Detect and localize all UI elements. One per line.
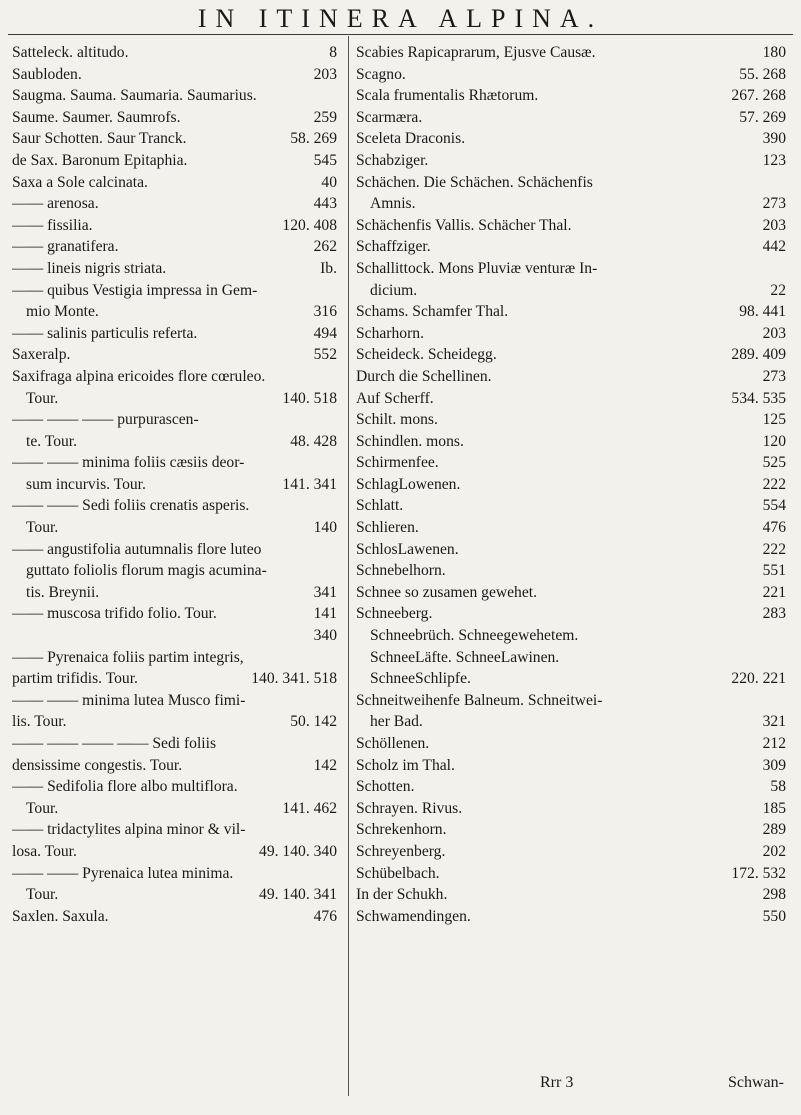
- entry-page-refs: 172. 532: [731, 864, 786, 882]
- entry-page-refs: 443: [313, 195, 337, 213]
- entry-page-refs: 525: [762, 454, 786, 472]
- index-entry: [12, 884, 337, 906]
- entry-headword: Saxeralp.: [12, 346, 71, 364]
- entry-page-refs: 203: [313, 65, 337, 83]
- entry-page-refs: 49. 140. 341: [259, 886, 337, 904]
- index-entry: [356, 495, 786, 517]
- entry-headword: Scheideck. Scheidegg.: [356, 346, 497, 364]
- index-entry: [12, 323, 337, 345]
- index-entry: [356, 884, 786, 906]
- column-divider: [348, 36, 349, 1096]
- entry-headword: Schrekenhorn.: [356, 821, 447, 839]
- entry-headword: Scagno.: [356, 65, 406, 83]
- entry-page-refs: 554: [762, 497, 786, 515]
- index-entry: [12, 258, 337, 280]
- index-entry: [356, 64, 786, 86]
- index-entry: [12, 603, 337, 625]
- index-entry: [356, 819, 786, 841]
- index-entry: [356, 711, 786, 733]
- entry-headword: Schnee so zusamen gewehet.: [356, 583, 537, 601]
- entry-headword: —— lineis nigris striata.: [12, 259, 167, 277]
- index-entry: [356, 755, 786, 777]
- entry-headword: —— quibus Vestigia impressa in Gem-: [12, 281, 258, 299]
- entry-headword: Schneitweihenfe Balneum. Schneitwei-: [356, 691, 603, 709]
- index-entry: [356, 517, 786, 539]
- entry-headword: partim trifidis. Tour.: [12, 670, 138, 688]
- entry-headword: Schneebrüch. Schneegewehetem.: [370, 627, 579, 645]
- entry-headword: dicium.: [370, 281, 418, 299]
- entry-page-refs: 49. 140. 340: [259, 842, 337, 860]
- entry-page-refs: 57. 269: [739, 108, 786, 126]
- entry-headword: Saxifraga alpina ericoides flore cœruleo.: [12, 367, 266, 385]
- entry-headword: Saume. Saumer. Saumrofs.: [12, 108, 181, 126]
- entry-headword: Schindlen. mons.: [356, 432, 464, 450]
- entry-headword: Schaffziger.: [356, 238, 431, 256]
- entry-page-refs: 203: [762, 216, 786, 234]
- index-entry: [12, 863, 337, 885]
- index-entry: [12, 85, 337, 107]
- entry-page-refs: 22: [770, 281, 786, 299]
- entry-page-refs: 220. 221: [731, 670, 786, 688]
- entry-page-refs: 262: [313, 238, 337, 256]
- entry-page-refs: 283: [762, 605, 786, 623]
- entry-headword: Schirmenfee.: [356, 454, 439, 472]
- index-entry: [12, 64, 337, 86]
- index-entry: [12, 452, 337, 474]
- entry-page-refs: 40: [321, 173, 337, 191]
- index-entry: [12, 150, 337, 172]
- entry-headword: Schächen. Die Schächen. Schächenfis: [356, 173, 593, 191]
- entry-headword: —— muscosa trifido folio. Tour.: [12, 605, 217, 623]
- entry-headword: —— fissilia.: [12, 216, 93, 234]
- index-entry: [356, 236, 786, 258]
- index-entry: [356, 733, 786, 755]
- entry-page-refs: 55. 268: [739, 65, 786, 83]
- entry-headword: Schneeberg.: [356, 605, 433, 623]
- entry-headword: densissime congestis. Tour.: [12, 756, 183, 774]
- index-entry: [356, 409, 786, 431]
- index-entry: [356, 647, 786, 669]
- entry-headword: —— —— Sedi foliis crenatis asperis.: [12, 497, 250, 515]
- index-entry: [12, 366, 337, 388]
- entry-headword: te. Tour.: [26, 432, 78, 450]
- entry-headword: her Bad.: [370, 713, 423, 731]
- entry-headword: Schotten.: [356, 778, 415, 796]
- entry-page-refs: 48. 428: [290, 432, 337, 450]
- index-entry: [356, 128, 786, 150]
- entry-page-refs: 221: [762, 583, 786, 601]
- entry-headword: SchneeSchlipfe.: [370, 670, 471, 688]
- entry-headword: Saxlen. Saxula.: [12, 907, 109, 925]
- entry-headword: Tour.: [26, 519, 59, 537]
- entry-headword: Amnis.: [370, 195, 416, 213]
- entry-headword: —— Pyrenaica foliis partim integris,: [12, 648, 244, 666]
- index-entry: [12, 517, 337, 539]
- index-entry: [356, 344, 786, 366]
- entry-headword: Schnebelhorn.: [356, 562, 446, 580]
- entry-headword: Sceleta Draconis.: [356, 130, 466, 148]
- entry-page-refs: 298: [762, 886, 786, 904]
- entry-page-refs: 476: [313, 907, 337, 925]
- entry-page-refs: 552: [313, 346, 337, 364]
- entry-headword: —— granatifera.: [12, 238, 119, 256]
- index-entry: [12, 906, 337, 928]
- index-entry: [356, 582, 786, 604]
- index-entry: [356, 776, 786, 798]
- entry-headword: —— —— Pyrenaica lutea minima.: [12, 864, 234, 882]
- index-entry: [12, 776, 337, 798]
- entry-headword: In der Schukh.: [356, 886, 448, 904]
- entry-headword: SchlosLawenen.: [356, 540, 459, 558]
- entry-page-refs: 8: [329, 44, 337, 61]
- index-entry: [356, 539, 786, 561]
- index-entry: [12, 841, 337, 863]
- entry-headword: Auf Scherff.: [356, 389, 434, 407]
- entry-page-refs: 50. 142: [290, 713, 337, 731]
- entry-headword: losa. Tour.: [12, 842, 77, 860]
- index-entry: [356, 431, 786, 453]
- index-entry: [356, 107, 786, 129]
- entry-headword: Schlatt.: [356, 497, 404, 515]
- entry-headword: SchlagLowenen.: [356, 475, 461, 493]
- entry-headword: Schams. Schamfer Thal.: [356, 303, 509, 321]
- entry-headword: Schreyenberg.: [356, 842, 446, 860]
- entry-page-refs: 222: [762, 475, 786, 493]
- index-entry: [356, 150, 786, 172]
- entry-headword: Tour.: [26, 389, 59, 407]
- index-entry: [12, 819, 337, 841]
- entry-headword: mio Monte.: [26, 303, 99, 321]
- entry-headword: lis. Tour.: [12, 713, 67, 731]
- index-entry: [356, 85, 786, 107]
- entry-page-refs: 316: [313, 303, 337, 321]
- entry-headword: —— angustifolia autumnalis flore luteo: [12, 540, 262, 558]
- index-entry: [12, 625, 337, 647]
- index-entry: [12, 301, 337, 323]
- entry-headword: —— arenosa.: [12, 195, 99, 213]
- entry-headword: Schächenfis Vallis. Schächer Thal.: [356, 216, 572, 234]
- entry-page-refs: 273: [762, 367, 786, 385]
- entry-page-refs: 202: [762, 842, 786, 860]
- entry-page-refs: 222: [762, 540, 786, 558]
- entry-headword: guttato foliolis florum magis acumina-: [26, 562, 267, 580]
- entry-headword: SchneeLäfte. SchneeLawinen.: [370, 648, 560, 666]
- entry-page-refs: 125: [762, 411, 786, 429]
- index-entry: [12, 474, 337, 496]
- entry-headword: Schallittock. Mons Pluviæ venturæ In-: [356, 259, 598, 277]
- index-entry: [356, 172, 786, 194]
- index-entry: [12, 668, 337, 690]
- entry-page-refs: 123: [762, 151, 786, 169]
- entry-page-refs: 141. 341: [282, 475, 337, 493]
- entry-page-refs: 120. 408: [282, 216, 337, 234]
- index-entry: [12, 755, 337, 777]
- index-entry: [12, 344, 337, 366]
- entry-page-refs: 273: [762, 195, 786, 213]
- index-entry: [356, 258, 786, 280]
- entry-page-refs: 551: [762, 562, 786, 580]
- index-entry: [356, 668, 786, 690]
- entry-page-refs: 321: [762, 713, 786, 731]
- index-entry: [356, 863, 786, 885]
- index-entry: [12, 107, 337, 129]
- entry-page-refs: 341: [313, 583, 337, 601]
- running-head: IN ITINERA ALPINA.: [197, 4, 604, 33]
- entry-headword: de Sax. Baronum Epitaphia.: [12, 151, 188, 169]
- entry-page-refs: 120: [762, 432, 786, 450]
- entry-page-refs: 289: [762, 821, 786, 839]
- entry-page-refs: 58: [770, 778, 786, 796]
- entry-headword: Schöllenen.: [356, 735, 430, 752]
- index-entry: [356, 798, 786, 820]
- entry-headword: tis. Breynii.: [26, 583, 100, 601]
- index-entry: [12, 42, 337, 64]
- index-entry: [12, 539, 337, 561]
- entry-headword: Schübelbach.: [356, 864, 440, 882]
- entry-headword: —— Sedifolia flore albo multiflora.: [12, 778, 238, 796]
- index-entry: [356, 388, 786, 410]
- index-entry: [356, 560, 786, 582]
- entry-page-refs: 141. 462: [282, 799, 337, 817]
- entry-headword: Tour.: [26, 799, 59, 817]
- index-entry: [356, 366, 786, 388]
- entry-page-refs: 340: [313, 627, 337, 645]
- index-entry: [356, 215, 786, 237]
- index-entry: [356, 280, 786, 302]
- entry-page-refs: 140. 341. 518: [251, 670, 337, 688]
- entry-headword: Saugma. Sauma. Saumaria. Saumarius.: [12, 87, 257, 105]
- left-column: [12, 42, 337, 927]
- index-entry: [12, 690, 337, 712]
- index-entry: [12, 647, 337, 669]
- entry-headword: Tour.: [26, 886, 59, 904]
- entry-headword: Schlieren.: [356, 519, 419, 537]
- entry-headword: Scharhorn.: [356, 324, 424, 342]
- index-entry: [356, 42, 786, 64]
- index-entry: [356, 603, 786, 625]
- entry-page-refs: 494: [313, 324, 337, 342]
- index-entry: [12, 236, 337, 258]
- entry-page-refs: 180: [762, 44, 786, 61]
- index-entry: [356, 301, 786, 323]
- index-entry: [12, 495, 337, 517]
- entry-page-refs: 141: [313, 605, 337, 623]
- index-entry: [356, 841, 786, 863]
- entry-headword: —— tridactylites alpina minor & vil-: [12, 821, 246, 839]
- entry-page-refs: 442: [762, 238, 786, 256]
- entry-page-refs: 309: [762, 756, 786, 774]
- entry-page-refs: 140. 518: [282, 389, 337, 407]
- index-entry: [356, 625, 786, 647]
- index-entry: [12, 711, 337, 733]
- entry-headword: sum incurvis. Tour.: [26, 475, 146, 493]
- index-entry: [12, 582, 337, 604]
- entry-headword: Durch die Schellinen.: [356, 367, 492, 385]
- entry-page-refs: 140: [313, 519, 337, 537]
- entry-page-refs: 534. 535: [731, 389, 786, 407]
- index-entry: [356, 193, 786, 215]
- index-entry: [12, 560, 337, 582]
- entry-headword: —— —— minima lutea Musco fimi-: [12, 691, 246, 709]
- index-entry: [12, 193, 337, 215]
- index-entry: [356, 906, 786, 928]
- entry-page-refs: 203: [762, 324, 786, 342]
- entry-page-refs: 390: [762, 130, 786, 148]
- entry-headword: —— —— —— purpurascen-: [12, 411, 199, 429]
- entry-page-refs: 289. 409: [731, 346, 786, 364]
- entry-page-refs: 267. 268: [731, 87, 786, 105]
- entry-headword: Scala frumentalis Rhætorum.: [356, 87, 539, 105]
- head-rule: [8, 34, 793, 35]
- index-entry: [12, 798, 337, 820]
- entry-headword: Schwamendingen.: [356, 907, 471, 925]
- entry-page-refs: Ib.: [320, 259, 337, 277]
- entry-headword: —— —— minima foliis cæsiis deor-: [12, 454, 245, 472]
- entry-headword: Scabies Rapicaprarum, Ejusve Causæ.: [356, 44, 596, 61]
- entry-headword: Schrayen. Rivus.: [356, 799, 463, 817]
- right-column: [356, 42, 786, 927]
- index-entry: [356, 474, 786, 496]
- index-entry: [12, 409, 337, 431]
- entry-headword: Saur Schotten. Saur Tranck.: [12, 130, 187, 148]
- entry-page-refs: 545: [313, 151, 337, 169]
- entry-headword: Scholz im Thal.: [356, 756, 455, 774]
- entry-page-refs: 259: [313, 108, 337, 126]
- entry-headword: Schabziger.: [356, 151, 429, 169]
- entry-page-refs: 550: [762, 907, 786, 925]
- signature-mark: Rrr 3: [540, 1074, 574, 1091]
- index-entry: [356, 452, 786, 474]
- index-entry: [12, 128, 337, 150]
- entry-headword: Saubloden.: [12, 65, 82, 83]
- index-entry: [12, 388, 337, 410]
- index-entry: [12, 733, 337, 755]
- entry-page-refs: 476: [762, 519, 786, 537]
- catchword: Schwan-: [728, 1074, 784, 1091]
- entry-headword: Satteleck. altitudo.: [12, 44, 129, 61]
- entry-page-refs: 142: [313, 756, 337, 774]
- entry-page-refs: 185: [762, 799, 786, 817]
- entry-headword: —— salinis particulis referta.: [12, 324, 198, 342]
- entry-headword: Scarmæra.: [356, 108, 423, 126]
- entry-page-refs: 98. 441: [739, 303, 786, 321]
- entry-headword: —— —— —— —— Sedi foliis: [12, 735, 217, 752]
- entry-headword: Saxa a Sole calcinata.: [12, 173, 148, 191]
- entry-headword: Schilt. mons.: [356, 411, 438, 429]
- entry-page-refs: 212: [762, 735, 786, 752]
- index-entry: [12, 215, 337, 237]
- index-entry: [12, 172, 337, 194]
- entry-page-refs: 58. 269: [290, 130, 337, 148]
- index-entry: [356, 323, 786, 345]
- index-entry: [356, 690, 786, 712]
- index-entry: [12, 431, 337, 453]
- index-entry: [12, 280, 337, 302]
